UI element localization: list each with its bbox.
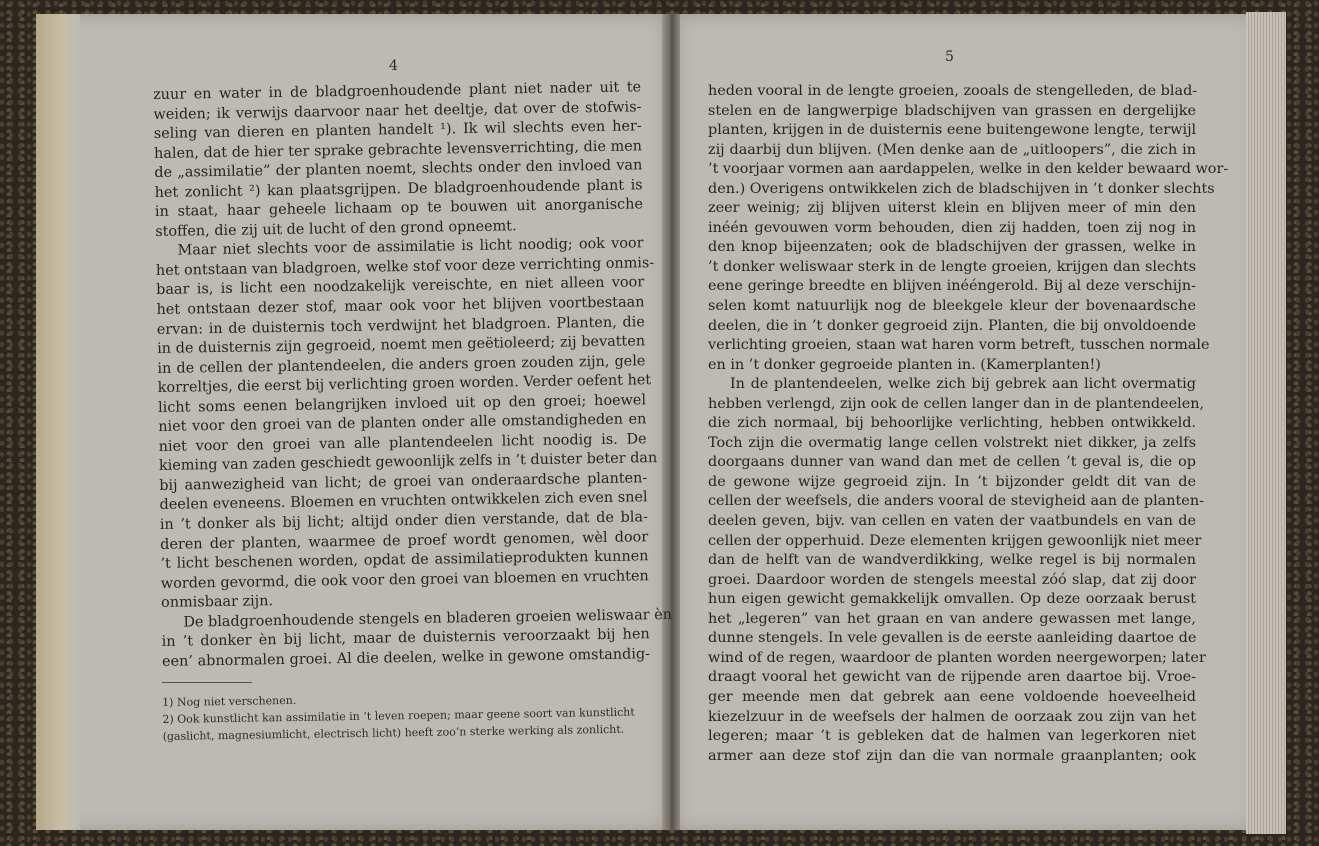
text-line: de gewone wijze gegroeid zijn. In ’t bijzonder geldt dit van de [708,473,1196,490]
text-line: cellen der weefsels, die anders vooral de stevigheid aan de planten- [708,493,1204,510]
text-line: Toch zijn die overmatig lange cellen volstrekt niet dikker, ja zelfs [708,434,1196,451]
text-line: deelen, die in ’t donker gegroeid zijn. Planten, die bij onvoldoende [708,317,1196,334]
text-line: deren der planten, waarmee de proef wordt genomen, wèl door [160,528,649,553]
text-line: ’t voorjaar vormen aan aardappelen, welke in den kelder bewaard wor- [708,161,1229,178]
text-line: in staat, haar geheele lichaam op te bouwen uit anorganische [154,196,644,221]
text-line: groei. Daardoor worden de stengels meestal zóó slap, dat zij door [708,571,1196,588]
text-line: draagt vooral het gewicht van de rijpende aren daartoe bij. Vroe- [708,669,1196,686]
right-page-stack [1246,12,1286,834]
footnote-rule [162,682,252,683]
text-line: Maar niet slechts voor de assimilatie is licht noodig; ook voor [177,235,644,260]
text-line: seling van dieren en planten handelt ¹). Ik wil slechts even her- [153,118,642,143]
text-line: zeer weinig; zij blijven uiterst klein en blijven meer of min den [708,200,1196,217]
left-page-edge [36,14,80,830]
text-line: zuur en water in de bladgroenhoudende plant niet nader uit te [153,79,642,103]
footnote-2: 2) Ook kunstlicht kan assimilatie in ’t leven roepen; maar geene soort van kunstlicht (gaslicht, magnesiumlicht, electrisch licht) heeft zoo’n sterke werking als zonlicht. [162,705,635,743]
text-line: niet voor den groei van de planten onder alle omstandigheden en [158,411,647,436]
text-line: ’t licht beschenen worden, opdat de assimilatieprodukten kunnen [160,548,649,573]
text-line: kiezelzuur in de weefsels der halmen de oorzaak zou zijn van het [708,708,1196,725]
text-line: heden vooral in de lengte groeien, zooals de stengelleden, de blad- [708,83,1198,99]
text-line: den knop bijeenzaten; ook de bladschijven der grassen, welke in [708,239,1196,256]
text-line: hun eigen gewicht gemakkelijk omvallen. Op deze oorzaak berust [708,591,1196,608]
text-line: ger meende men dat gebrek aan eene voldoende hoeveelheid [708,688,1196,705]
text-line: weiden; ik verwijs daarvoor naar het deeltje, dat over de stofwis- [153,98,642,123]
text-line: het zonlicht ²) kan plaatsgrijpen. De bladgroenhoudende plant is [154,177,643,201]
text-line: legeren; maar ’t is gebleken dat de halmen van legerkoren niet [708,728,1196,745]
text-line: wind of de regen, waardoor de planten worden neergeworpen; later [708,649,1206,666]
text-line: in de duisternis zijn gegroeid, noemt men geëtioleerd; zij bevatten [157,333,646,358]
text-line: en in ’t donker gegroeide planten in. (Kamerplanten!) [708,356,1101,373]
text-line: planten, krijgen in de duisternis eene buitengewone lengte, terwijl [708,122,1197,139]
text-line: deelen eveneens. Bloemen en vruchten ontwikkelen zich even snel [159,489,648,514]
text-line: in de cellen der plantendeelen, die anders groen zouden zijn, gele [157,352,646,377]
text-line: niet voor den groei van alle plantendeelen licht noodig is. De [158,431,647,455]
text-line: den.) Overigens ontwikkelen zich de bladschijven in ’t donker slechts [708,180,1215,197]
footnotes [162,686,651,745]
text-line: cellen der opperhuid. Deze elementen krijgen gewoonlijk niet meer [708,532,1202,549]
text-line: de „assimilatie” der planten noemt, slechts onder den invloed van [154,157,643,182]
text-line: eene geringe breedte en blijven inééngerold. Bij al deze verschijn- [708,278,1196,295]
text-line: bij aanwezigheid van licht; de groei van onderaardsche planten- [159,470,648,494]
text-line: selen komt natuurlijk nog de bleekgele kleur der bovenaardsche [708,298,1196,315]
text-line: stelen en de langwerpige bladschijven van grassen en dergelijke [708,102,1196,119]
text-line: kieming van zaden geschiedt gewoonlijk zelfs in ’t duister beter dan [158,450,658,475]
text-line: dan de helft van de wandverdikking, welke regel is bij normalen [708,552,1196,569]
text-line: ’t donker weliswaar sterk in de lengte groeien, krijgen dan slechts [708,258,1196,275]
text-line: in ’t donker èn bij licht, maar de duisternis veroorzaakt bij hen [161,626,650,651]
text-line: halen, dat de hier ter sprake gebrachte levensverrichting, die men [153,137,643,162]
footnote-1: 1) Nog niet verschenen. [162,693,297,709]
text-line: zij daarbij dun blijven. (Men denke aan de „uitloopers”, die zich in [708,141,1196,158]
text-line: De bladgroenhoudende stengels en bladeren groeien weliswaar èn [183,606,673,631]
left-page-number: 4 [389,58,398,74]
text-line: onmisbaar zijn. [160,593,274,612]
right-page-number: 5 [945,49,954,65]
left-page-text [153,78,673,672]
text-line: baar is, is licht een noodzakelijk vereischte, en niet alleen voor [156,274,645,299]
text-line: het „legeren” van het graan en van andere gewassen met lange, [708,610,1196,627]
text-line: In de plantendeelen, welke zich bij gebrek aan licht overmatig [730,376,1196,393]
text-line: een’ abnormalen groei. Al die deelen, welke in gewone omstandig- [161,646,651,670]
text-line: ervan: in de duisternis toch verdwijnt het bladgroen. Planten, die [156,313,645,338]
text-line: het ontstaan dezer stof, maar ook voor het blijven voortbestaan [156,294,645,318]
text-line: verlichting groeien, staan wat haren vorm betreft, tusschen normale [708,337,1210,354]
text-line: deelen geven, bijv. van cellen en vaten der vaatbundels en van de [708,513,1196,530]
right-page-text [708,82,1229,766]
text-line: korreltjes, die eerst bij verlichting groen worden. Verder oefent het [157,372,652,397]
book-gutter [662,14,680,830]
text-line: doorgaans dunner van wand dan met de cellen ’t geval is, die op [708,454,1196,471]
text-line: het ontstaan van bladgroen, welke stof voor deze verrichting onmis- [155,255,655,279]
text-line: inéén gevouwen vorm behouden, dien zij hadden, toen zij nog in [708,219,1196,236]
text-line: stoffen, die zij uit de lucht of den grond opneemt. [155,218,517,240]
text-line: worden gevormd, die ook voor den groei van bloemen en vruchten [160,567,649,592]
text-line: licht soms eenen belangrijken invloed uit op den groei; hoewel [157,392,647,416]
text-line: hebben verlengd, zijn ook de cellen langer dan in de plantendeelen, [708,395,1205,412]
text-line: dunne stengels. In vele gevallen is de eerste aanleiding daartoe de [708,630,1197,647]
text-line: in ’t donker als bij licht; altijd onder dien verstande, dat de bla- [159,509,648,533]
text-line: armer aan deze stof zijn dan die van normale graanplanten; ook [708,747,1196,764]
text-line: die zich normaal, bij behoorlijke verlichting, hebben ontwikkeld. [708,415,1196,432]
